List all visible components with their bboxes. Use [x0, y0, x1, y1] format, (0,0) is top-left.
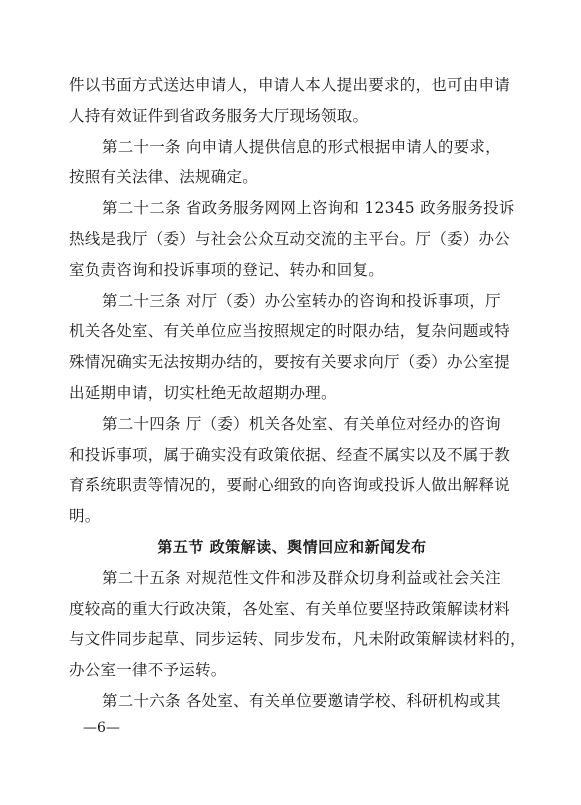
- article-22-start: 第二十二条 省政务服务网网上咨询和 12345 政务服务投诉: [102, 199, 515, 218]
- article-25-start: 第二十五条 对规范性文件和涉及群众切身利益或社会关注: [102, 568, 501, 587]
- text-line: 度较高的重大行政决策，各处室、有关单位要坚持政策解读材料: [69, 599, 511, 618]
- text-line: 出延期申请，切实杜绝无故超期办理。: [69, 383, 337, 402]
- document-body: [69, 70, 526, 717]
- text-line: 办公室一律不予运转。: [69, 661, 227, 680]
- text-line: 育系统职责等情况的，要耐心细致的向咨询或投诉人做出解释说: [69, 476, 511, 495]
- text-line: 殊情况确实无法按期办结的，要按有关要求向厅（委）办公室提: [69, 353, 511, 372]
- page-number: —6—: [83, 720, 120, 736]
- article-24-start: 第二十四条 厅（委）机关各处室、有关单位对经办的咨询: [102, 414, 501, 433]
- section-heading: 第五节 政策解读、舆情回应和新闻发布: [157, 537, 427, 556]
- article-26-start: 第二十六条 各处室、有关单位要邀请学校、科研机构或其: [102, 691, 501, 710]
- text-line: 机关各处室、有关单位应当按照规定的时限办结，复杂问题或特: [69, 322, 511, 341]
- text-line: 明。: [69, 507, 101, 526]
- text-line: 与文件同步起草、同步运转、同步发布，凡未附政策解读材料的，: [69, 630, 526, 649]
- article-23-start: 第二十三条 对厅（委）办公室转办的咨询和投诉事项，厅: [102, 291, 501, 310]
- article-21-start: 第二十一条 向申请人提供信息的形式根据申请人的要求，: [102, 137, 501, 156]
- text-line: 人持有效证件到省政务服务大厅现场领取。: [69, 106, 369, 125]
- text-line: 和投诉事项，属于确实没有政策依据、经查不属实以及不属于教: [69, 445, 511, 464]
- text-line: 按照有关法律、法规确定。: [69, 168, 259, 187]
- text-line: 热线是我厅（委）与社会公众互动交流的主平台。厅（委）办公: [69, 229, 511, 248]
- text-line: 室负责咨询和投诉事项的登记、转办和回复。: [69, 260, 385, 279]
- text-line: 件以书面方式送达申请人，申请人本人提出要求的，也可由申请: [69, 76, 511, 94]
